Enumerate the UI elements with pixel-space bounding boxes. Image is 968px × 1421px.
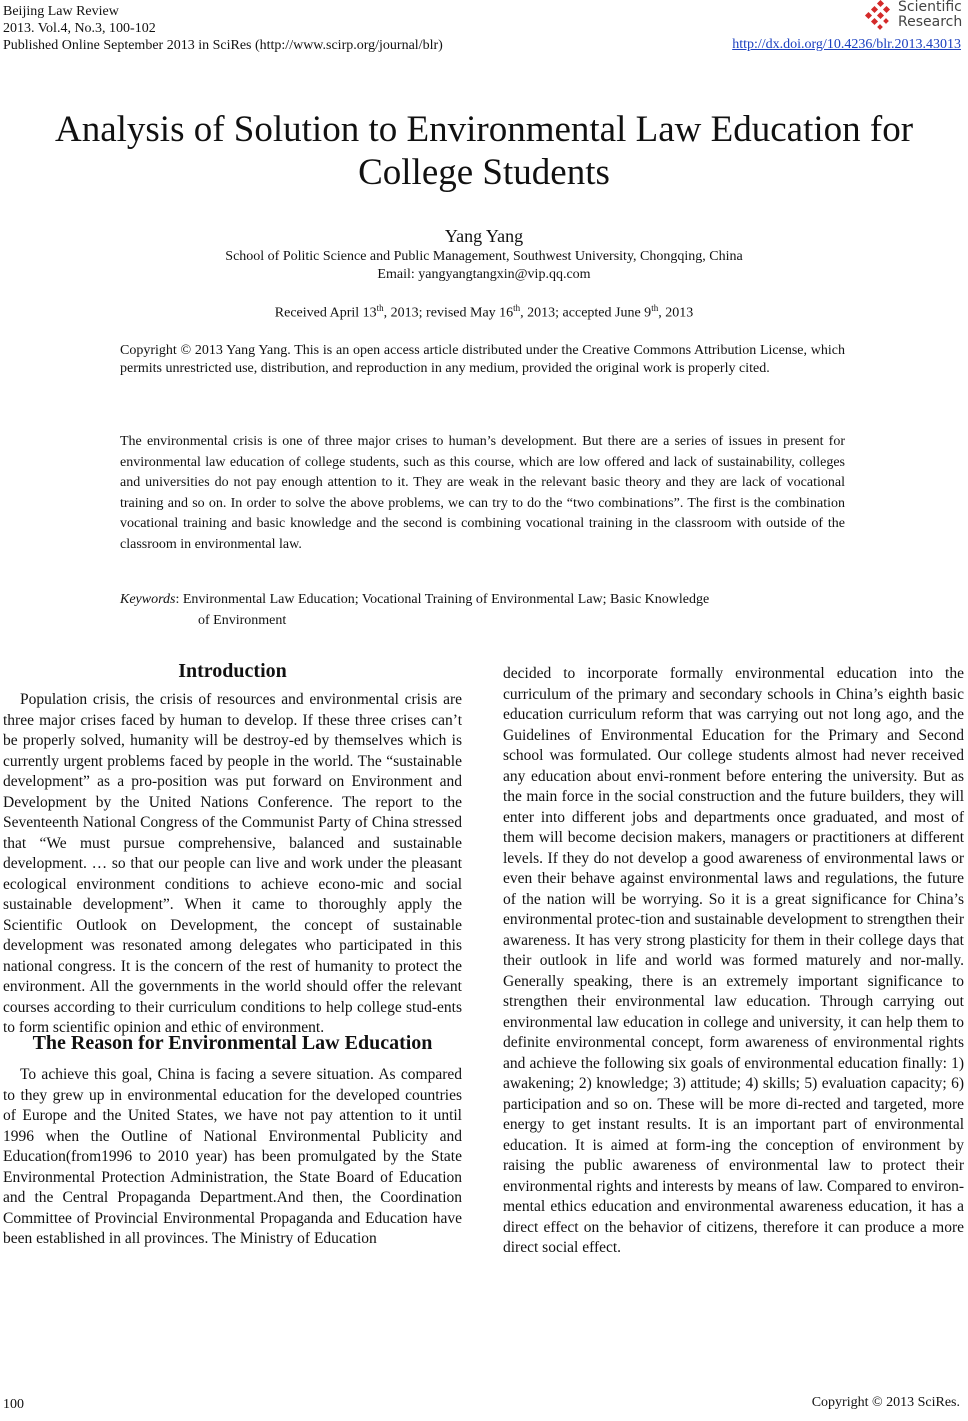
logo-text-line1: Scientific [898, 0, 962, 15]
introduction-heading: Introduction [178, 660, 287, 682]
keywords-line1: : Environmental Law Education; Vocational Training of Environmental Law; Basic Knowledge [175, 592, 710, 607]
journal-volume: 2013. Vol.4, No.3, 100-102 [3, 21, 156, 36]
journal-name: Beijing Law Review [3, 4, 119, 19]
revised-text: , 2013; revised May 16 [383, 305, 514, 321]
year-text: , 2013 [658, 305, 694, 321]
author-affiliation: School of Politic Science and Public Management, Southwest University, Chongqing, China [225, 249, 743, 264]
right-column-paragraph: decided to incorporate formally environmental education into the curriculum of the primary and secondary schools in China’s eighth basic education curriculum reform that was carrying out not long ago, and the Guidelines of Environmental Education for the Primary and Second school was formulated. Our college students almost had never received any education about envi-ronment before entering the university. But as the main force in the social construction and the future builders, they will enter into different jobs and departments once graduated, and most of them will become decision makers, managers or practitioners at different levels. If they do not develop a good awareness of environmental laws or even their behave against environmental laws and regulations, the future of the nation will be worrying. So it is a great significance for China’s environmental protec-tion and sustainable development to strengthen their awareness. It has very strong plasticity for them in their college days that their outlook in life and world was formed maturely and nor-mally. Generally speaking, there is an extremely important significance to strengthen their environmental law education. Through carrying out environmental law education in college and university, it can help them to definite environmental concept, form awareness of environmental rights and achieve the following six goals of environmental education finally: 1) awakening; 2) knowledge; 3) attitude; 4) skills; 5) evaluation capacity; 6) participation and so on. These will be more di-rected and targeted, more energy to get instant results. It is an important part of environmental education. It is aimed at form-ing the conception of environment by raising the public awareness of environmental law to protect their environmental rights and interests by means of law. Compared to environ-mental ethics education and environmental awareness education, it has a direct effect on the behavior of citizens, therefore it can produce a more direct social effect. [503, 665, 964, 1256]
received-dates [0, 303, 968, 322]
author-name: Yang Yang [444, 226, 524, 246]
keywords-label: Keywords [120, 592, 176, 607]
paper-title [0, 108, 968, 194]
keywords [120, 589, 845, 631]
introduction-paragraph: Population crisis, the crisis of resources and environmental crisis are three major crises faced by human to develop. If these three crises can’t be properly solved, humanity will be destroy-ed by themselves which is currently urgent problems faced by people in the world. The “sustainable development” as a pro-position was put forward on Environment and Development by the United Nations Conference. The report to the Seventeenth National Congress of the Communist Party of China stressed that “We must pursue comprehensive, balanced and sustainable development. … so that our people can live and work under the pleasant ecological environment conditions to achieve econo-mic and social sustainable development”. When it came to thoroughly apply the Scientific Outlook on Development, the concept of sustainable development was resonated among delegates who participated in this national congress. It is the concern of the rest of humanity to protect the environment. All the governments in the world should offer the relevant courses according to their curriculum conditions to help college stud-ents to form scientific opinion and ethic of environment. [3, 691, 462, 1036]
reason-paragraph: To achieve this goal, China is facing a severe situation. As compared to they grew up in environmental education for the developed countries of Europe and the United States, we have not pay attention to it until 1996 when the Outline of National Environmental Publicity and Education(from1996 to 2010 year) has been promulgated by the State Environmental Protection Administration, the State Board of Education and the Central Propaganda Department.And then, the Coordination Committee of Provincial Environmental Propaganda and Education have been established in all provinces. The Ministry of Education [3, 1066, 462, 1247]
received-sup: th [376, 303, 384, 313]
reason-heading: The Reason for Environmental Law Education [32, 1032, 433, 1054]
footer-copyright: Copyright © 2013 SciRes. [811, 1395, 960, 1410]
abstract: The environmental crisis is one of three major crises to human’s development. But there are a series of issues in present for environmental law education of college students, such as this course, which are low offered and lack of sustainability, colleges and universities do not pay enough attention to it. They are weak in the relevant basic theory and they are lack of vocational training and so on. In order to solve the above problems, we can try to do the “two combinations”. The first is the combination vocational training and basic knowledge and the second is combining vocational training in the classroom with outside of the classroom in environmental law. [120, 434, 845, 552]
logo-diamond-icon [862, 0, 896, 34]
author-email: Email: yangyangtangxin@vip.qq.com [377, 267, 591, 282]
page-number: 100 [3, 1397, 24, 1412]
keywords-line2: of Environment [198, 613, 287, 628]
journal-header [3, 3, 443, 54]
accepted-text: , 2013; accepted June 9 [520, 305, 652, 321]
doi-link[interactable]: http://dx.doi.org/10.4236/blr.2013.43013 [732, 37, 961, 52]
received-text: Received April 13 [274, 305, 377, 321]
publication-info: Published Online September 2013 in SciRes (http://www.scirp.org/journal/blr) [3, 38, 443, 53]
scientific-research-logo [862, 0, 962, 34]
accepted-sup: th [651, 303, 659, 313]
copyright-notice: Copyright © 2013 Yang Yang. This is an open access article distributed under the Creative Commons Attribution License, which permits unrestricted use, distribution, and reproduction in any medium, provided the original work is properly cited. [120, 343, 845, 376]
revised-sup: th [513, 303, 521, 313]
paper-title-line2: College Students [358, 152, 610, 193]
paper-title-line1: Analysis of Solution to Environmental Law Education for [54, 109, 914, 150]
logo-text-line2: Research [898, 14, 963, 30]
